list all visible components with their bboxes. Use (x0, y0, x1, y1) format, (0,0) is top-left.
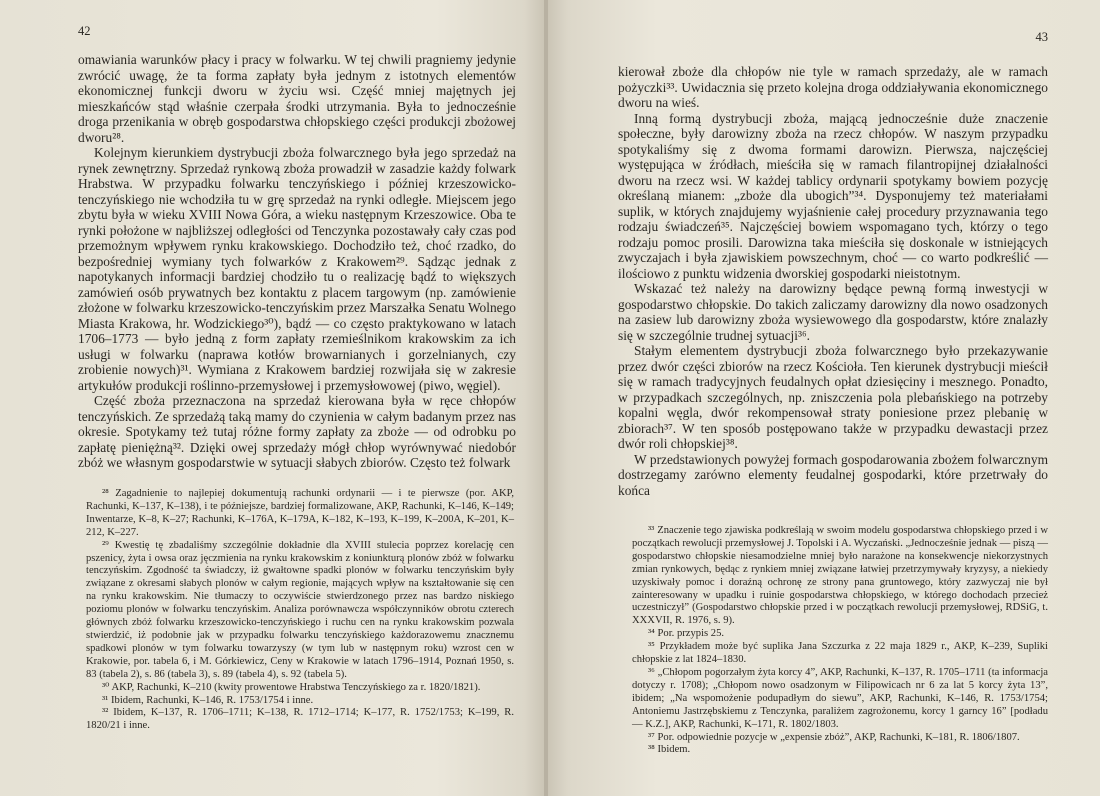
page-number-right: 43 (1035, 30, 1048, 44)
footnote: ³⁵ Przykładem może być suplika Jana Szczurka z 22 maja 1829 r., AKP, K–239, Supliki chłopskie z lat 1824–1830. (632, 641, 1048, 666)
body-paragraph: Stałym elementem dystrybucji zboża folwarcznego było przekazywanie przez dwór części zbiorów na rzecz Kościoła. Ten kierunek dystrybucji mieścił się w ramach tradycyjnych feudalnych opłat dziesięciny i mesznego. Ponadto, w przypadkach szczególnych, np. zniszczenia pola plebańskiego na potrzeby kopalni węgla, dwór rekompensował straty poniesione przez plebanię w zbiorach³⁷. W ten sposób postępowano także w przypadku dewastacji przez dwór roli chłopskiej³⁸. (618, 343, 1048, 451)
footnote: ³² Ibidem, K–137, R. 1706–1711; K–138, R. 1712–1714; K–177, R. 1752/1753; K–199, R. 1820/21 i inne. (86, 707, 514, 732)
left-page (0, 0, 546, 796)
body-paragraph: Kolejnym kierunkiem dystrybucji zboża folwarcznego była jego sprzedaż na rynek zewnętrzny. Sprzedaż rynkową zboża prowadził w zasadzie każdy folwark Hrabstwa. W przypadku folwarku tenczyńskiego i później krzeszowicko-tenczyńskiego nie wchodziła tu w grę sprzedaż na rynki odległe. Miejscem jego zbytu była w wieku XVIII Nowa Góra, a wieku następnym Krzeszowice. Oba te rynki położone w najbliższej odległości od Tenczynka pozostawały cały czas pod przemożnym wpływem rynku krakowskiego. Dochodziło też, choć rzadko, do bezpośredniej wymiany tych folwarków z Krakowem²⁹. Sądząc jednak z napotykanych informacji bardziej chodziło tu o realizację bądź to większych zamówień osób prywatnych bez kontaktu z placem targowym (np. zamówienie złożone w folwarku krzeszowicko-tenczyńskim przez Marszałka Senatu Wolnego Miasta Krakowa, hr. Wodzickiego³⁰), bądź — co często praktykowano w latach 1706–1773 — było jedną z form zapłaty rzemieślnikom krakowskim za ich usługi w folwarku (naprawa kotłów browarnianych i gorzelnianych, czy zrobienie nowych)³¹. Wymiana z Krakowem bardziej rozwijała się w zakresie artykułów produkcji roślinno-przemysłowej i przemysłowowej (piwo, węgiel). (78, 145, 516, 393)
right-body-text (618, 64, 1048, 498)
left-footnotes (86, 488, 514, 733)
book-gutter (544, 0, 548, 796)
footnote: ³⁶ „Chłopom pogorzałym żyta korcy 4”, AKP, Rachunki, K–137, R. 1705–1711 (ta informacja dotyczy r. 1708); „Chłopom nowo osadzonym w Filipowicach nr 6 za lat 5 korcy żyta 13”, ibidem; „Na wspomożenie podupadłym do siewu”, AKP, Rachunki, K–146, R. 1753/1754; Antoniemu Jastrzębskiemu z Tenczynka, paraliżem zagrożonemu, korcy 1 garncy 16” [podładu — K.Z.], AKP, Rachunki, K–171, R. 1802/1803. (632, 666, 1048, 730)
right-page (546, 0, 1100, 796)
body-paragraph: W przedstawionych powyżej formach gospodarowania zbożem folwarcznym dostrzegamy zarówno elementy feudalnej gospodarki, które przetrwały do końca (618, 451, 1048, 498)
body-paragraph: Część zboża przeznaczona na sprzedaż kierowana była w ręce chłopów tenczyńskich. Ze sprzedażą taką mamy do czynienia w całym badanym przez nas okresie. Spotykamy też tutaj różne formy zapłaty za zboże — od odrobku po zapłatę pieniężną³². Dzięki owej sprzedaży mógł chłop wyrównywać niedobór zbóż we własnym gospodarstwie w sytuacji słabych zbiorów. Często też folwark (78, 393, 516, 470)
footnote: ³¹ Ibidem, Rachunki, K–146, R. 1753/1754 i inne. (102, 694, 314, 706)
footnote: ³⁷ Por. odpowiednie pozycje w „expensie zbóż”, AKP, Rachunki, K–181, R. 1806/1807. (648, 731, 1020, 743)
footnote: ³³ Znaczenie tego zjawiska podkreślają w swoim modelu gospodarstwa chłopskiego przed i w początkach rewolucji przemysłowej J. Topolski i A. Wyczański. „Jednocześnie jednak — piszą — gospodarstwo chłopskie niesamodzielne mniej było narażone na konsekwencje niekorzystnych zmian rynkowych, będąc z rynkiem mniej związane łatwiej przetrzymywały kryzysy, a niekiedy uzyskiwały pomoc i doraźną ochronę ze strony pana gruntowego, który zazwyczaj nie był zainteresowany w upadku i ruinie gospodarstwa chłopskiego, w którego dochodach przecież uczestniczył” (Gospodarstwo chłopskie przed i w początkach rewolucji przemysłowej, RDSiG, t. XXXVII, R. 1976, s. 9). (632, 525, 1048, 627)
footnote: ²⁸ Zagadnienie to najlepiej dokumentują rachunki ordynarii — i te pierwsze (por. AKP, Rachunki, K–137, K–138), i te późniejsze, bardziej formalizowane, AKP, Rachunki, K–146, K–149; Inwentarze, K–8, K–27; Rachunki, K–176A, K–179A, K–182, K–193, K–199, K–200A, K–201, K–212, K–227. (86, 488, 514, 538)
body-paragraph: omawiania warunków płacy i pracy w folwarku. W tej chwili pragniemy jedynie zwrócić uwagę, że ta forma zapłaty była jednym z istotnych elementów ekonomicznej funkcji dworu w życiu wsi. Część mniej majętnych jej mieszkańców stąd właśnie czerpała środki utrzymania. Była to jednocześnie droga przenikania w obręb gospodarstwa chłopskiego części produkcji zbożowej dworu²⁸. (78, 52, 516, 145)
footnote: ³⁴ Por. przypis 25. (648, 628, 725, 640)
left-body-text (78, 52, 516, 471)
right-footnotes (632, 525, 1048, 757)
page-number-left: 42 (78, 24, 91, 38)
body-paragraph: kierował zboże dla chłopów nie tyle w ramach sprzedaży, ale w ramach pożyczki³³. Uwidacznia się przeto kolejna droga oddziaływania ekonomicznego dworu na wieś. (618, 64, 1048, 110)
body-paragraph: Inną formą dystrybucji zboża, mającą jednocześnie duże znaczenie społeczne, były darowizny zboża na rzecz chłopów. W naszym przypadku spotykaliśmy się z dwoma formami darowizn. Pierwsza, najczęściej występująca w źródłach, mieściła się w ramach filantropijnej działalności dworu na rzecz wsi. W każdej tablicy ordynarii spotykamy bowiem pozycję określaną mianem: „zboże dla ubogich”³⁴. Dysponujemy też materiałami suplik, w których znajdujemy wyjaśnienie całej procedury przyznawania tego rodzaju świadczeń³⁵. Najczęściej bowiem wspomagano tych, którzy o tego rodzaju pomoc prosili. Darowizna taka mieściła się doskonale w istniejących zwyczajach i była zjawiskiem powszechnym, choć — co warto podkreślić — ilościowo z punktu widzenia dworskiej gospodarki nieistotnym. (618, 110, 1048, 281)
body-paragraph: Wskazać też należy na darowizny będące pewną formą inwestycji w gospodarstwo chłopskie. Do takich zaliczamy darowizny dla nowo osadzonych na zasiew lub darowizny zboża wysiewowego dla gospodarstw, które znalazły się w szczególnie trudnej sytuacji³⁶. (618, 281, 1048, 343)
footnote: ²⁹ Kwestię tę zbadaliśmy szczególnie dokładnie dla XVIII stulecia poprzez korelację cen pszenicy, żyta i owsa oraz jęczmienia na rynku krakowskim z koniunkturą plonów zbóż w folwarku tenczyńskim. Zgodność ta świadczy, iż gwałtowne spadki plonów w folwarku tenczyńskim były związane z okresami słabych plonów w całym regionie, mających wpływ na kształtowanie się cen na rynku krakowskim. Nie tłumaczy to oczywiście stwierdzonego przez nas bardzo niskiego poziomu plonów w folwarku tenczyńskim. Analiza porównawcza współczynników obrotu czterech głównych zbóż folwarku krzeszowicko-tenczyńskiego i ruchu cen na rynku krakowskim pozwala stwierdzić, iż podobnie jak w przypadku folwarku tenczyńskiego każdorazowemu znacznemu spadkowi plonów w tym folwarku towarzyszy (w tym lub w następnym roku) wzrost cen w Krakowie, por. tabela 6, i M. Górkiewicz, Ceny w Krakowie w latach 1796–1914, Poznań 1950, s. 83 (tabela 2), s. 86 (tabela 3), s. 89 (tabela 4), s. 92 (tabela 5). (86, 539, 514, 680)
footnote: ³⁸ Ibidem. (648, 744, 691, 756)
footnote: ³⁰ AKP, Rachunki, K–210 (kwity prowentowe Hrabstwa Tenczyńskiego za r. 1820/1821). (102, 681, 481, 693)
